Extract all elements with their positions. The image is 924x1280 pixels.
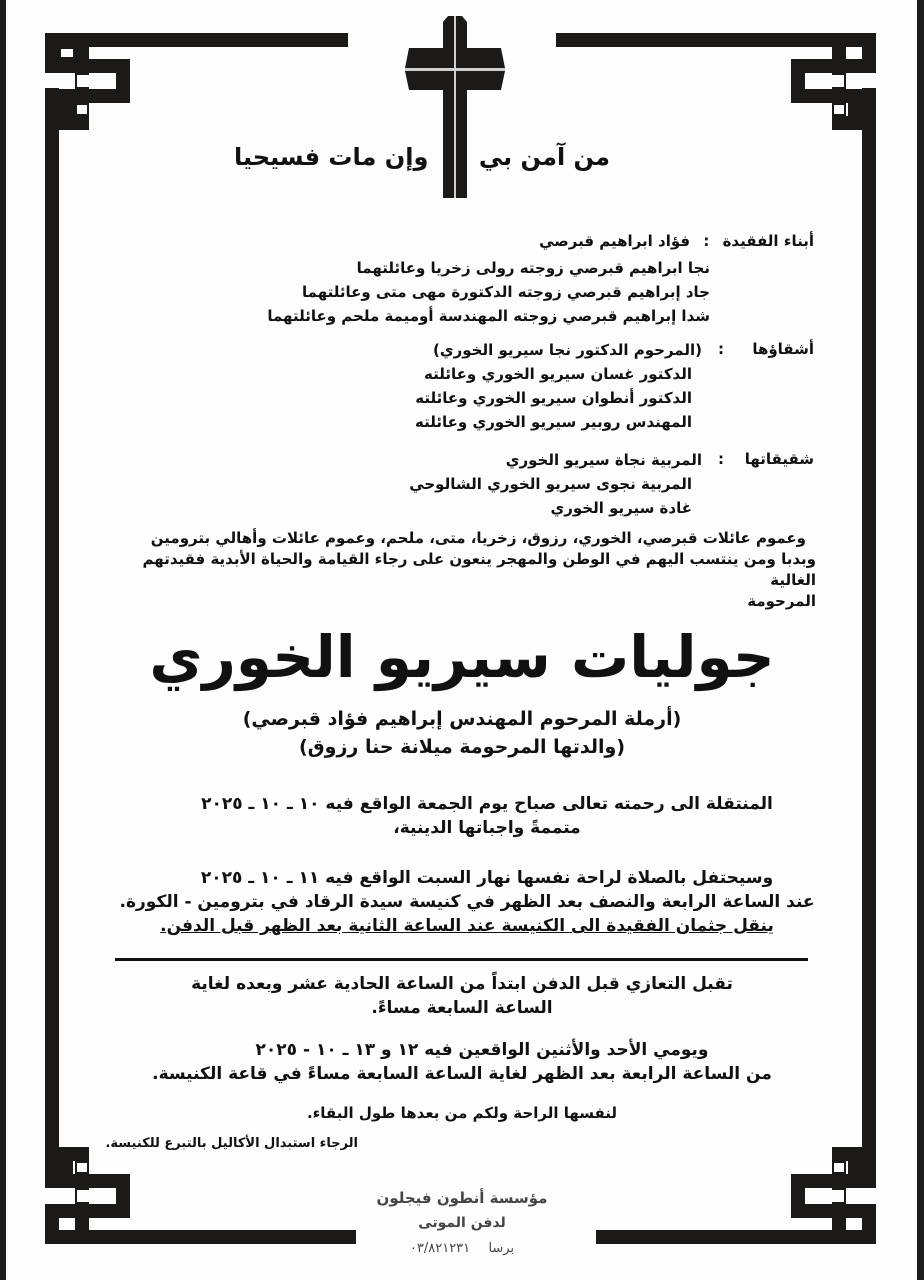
funeral-home-contact <box>0 1240 924 1258</box>
mourners-line-2: وبدبا ومن ينتسب اليهم في الوطن والمهجر ينعون على رجاء القيامة والحياة الأبدية فقيدتهم الغالية <box>142 550 816 589</box>
death-announcement <box>160 792 814 840</box>
closing-blessing: لنفسها الراحة ولكم من بعدها طول البقاء. <box>306 1104 618 1122</box>
mother-of-deceased: (والدتها المرحومة ميلانة حنا رزوق) <box>298 736 626 758</box>
sisters-separator: : <box>718 450 724 468</box>
sisters-line-3: غادة سيريو الخوري <box>550 499 692 517</box>
mourners-paragraph <box>120 528 816 612</box>
funeral-line-1: وسيحتفل بالصلاة لراحة نفسها نهار السبت الواقع فيه ١١ ـ ١٠ ـ ٢٠٢٥ <box>200 868 774 888</box>
funeral-line-3: ينقل جثمان الفقيدة الى الكنيسة عند الساعة الثانية بعد الظهر قبل الدفن. <box>160 916 774 936</box>
sons-line-4: شدا إبراهيم قبرصي زوجته المهندسة أوميمة ملحم وعائلتهما <box>267 307 710 325</box>
condolences-before-line-2: الساعة السابعة مساءً. <box>371 998 553 1018</box>
funeral-line-2: عند الساعة الرابعة والنصف بعد الظهر في كنيسة سيدة الرقاد في بترومين - الكورة. <box>119 892 815 912</box>
sons-separator: : <box>703 232 710 250</box>
sons-label: أبناء الفقيدة <box>722 232 814 250</box>
brothers-list <box>415 338 702 434</box>
sisters-list <box>409 448 702 520</box>
sisters-label: شقيقاتها <box>744 450 814 468</box>
brothers-label: أشقاؤها <box>752 340 814 358</box>
funeral-home-name: مؤسسة أنطون فيجلون <box>376 1189 548 1207</box>
widow-of: (أرملة المرحوم المهندس إبراهيم فؤاد قبرصي) <box>242 708 682 730</box>
sons-line-2: نجا ابراهيم قبرصي زوجته رولى زخريا وعائلتهما <box>356 259 710 277</box>
death-line-2: متممةً واجباتها الدينية، <box>393 818 581 838</box>
funeral-home-service: لدفن الموتى <box>418 1215 506 1231</box>
sisters-line-1: المربية نجاة سيريو الخوري <box>505 451 702 469</box>
condolences-days-line-2: من الساعة الرابعة بعد الظهر لغاية الساعة السابعة مساءً في قاعة الكنيسة. <box>152 1064 772 1084</box>
sons-list <box>267 256 710 328</box>
mourners-line-1: وعموم عائلات قبرصي، الخوري، رزوق، زخريا، متى، ملحم، وعموم عائلات وأهالي بترومين <box>150 529 806 547</box>
death-line-1: المنتقلة الى رحمته تعالى صباح يوم الجمعة الواقع فيه ١٠ ـ ١٠ ـ ٢٠٢٥ <box>201 794 773 814</box>
sons-line-1: فؤاد ابراهيم قبرصي <box>539 232 691 250</box>
sisters-line-2: المربية نجوى سيريو الخوري الشالوحي <box>409 475 692 493</box>
horizontal-divider <box>115 958 808 961</box>
wreath-request: الرجاء استبدال الأكاليل بالتبرع للكنيسة. <box>105 1136 358 1151</box>
sons-label-row <box>539 232 814 250</box>
brothers-line-1: (المرحوم الدكتور نجا سيريو الخوري) <box>433 341 702 359</box>
condolences-days-line-1: ويومي الأحد والأثنين الواقعين فيه ١٢ و ١٣ ـ ١٠ - ٢٠٢٥ <box>255 1040 709 1060</box>
funeral-home-phone: ٠٣/٨٢١٢٣١ <box>409 1241 471 1256</box>
funeral-home-location: برسا <box>488 1241 515 1256</box>
motto-left: وإن مات فسيحيا <box>234 143 429 171</box>
condolences-days <box>150 1038 774 1086</box>
brothers-line-2: الدكتور غسان سيريو الخوري وعائلته <box>424 365 692 383</box>
sons-line-3: جاد إبراهيم قبرصي زوجته الدكتورة مهى متى وعائلتهما <box>302 283 710 301</box>
brothers-line-4: المهندس روبير سيريو الخوري وعائلته <box>415 413 692 431</box>
deceased-name: جوليات سيريو الخوري <box>149 623 775 691</box>
brothers-separator: : <box>718 340 724 358</box>
funeral-details <box>110 866 824 938</box>
condolences-before-burial <box>150 972 774 1020</box>
motto-right: من آمن بي <box>478 143 610 171</box>
brothers-line-3: الدكتور أنطوان سيريو الخوري وعائلته <box>415 389 692 407</box>
condolences-before-line-1: تقبل التعازي قبل الدفن ابتداً من الساعة الحادية عشر وبعده لغاية <box>191 974 733 994</box>
mourners-line-3: المرحومة <box>747 592 816 610</box>
